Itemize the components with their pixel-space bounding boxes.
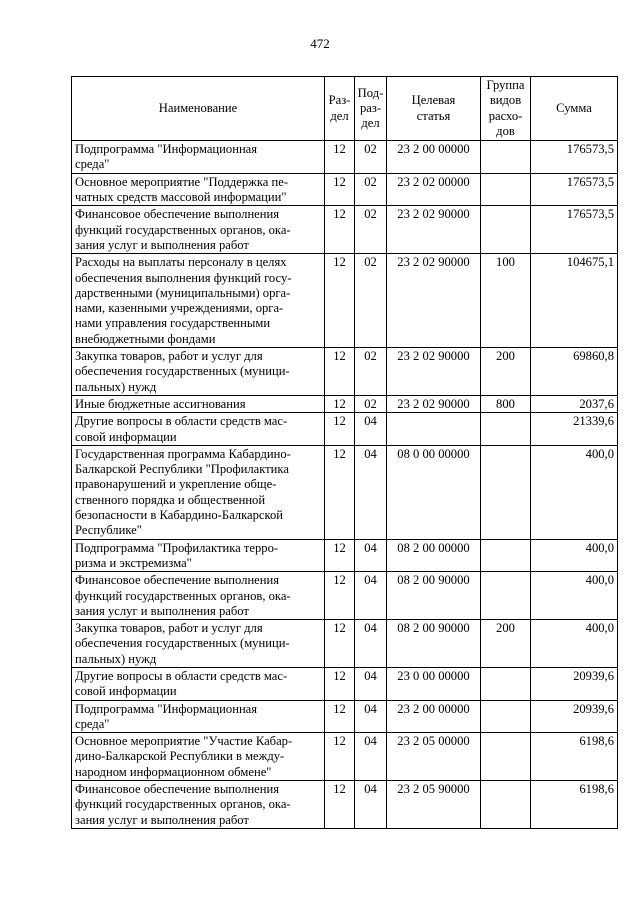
row-article-cell: 23 2 05 00000 <box>387 733 481 781</box>
row-name-cell: Подпрограмма "Информационная среда" <box>72 141 325 174</box>
row-subsection-cell: 02 <box>355 254 387 348</box>
row-name-cell: Финансовое обеспечение выполнения функций государственных органов, ока- зания услуг и выполнения работ <box>72 781 325 829</box>
row-section-cell: 12 <box>325 413 355 446</box>
row-amount-cell: 20939,6 <box>531 667 618 700</box>
row-article-cell: 08 2 00 90000 <box>387 620 481 668</box>
row-group-cell <box>481 539 531 572</box>
row-amount-cell: 104675,1 <box>531 254 618 348</box>
row-amount-cell: 176573,5 <box>531 141 618 174</box>
header-expense-group: Группа видов расхо- дов <box>481 77 531 141</box>
table-row <box>72 700 618 733</box>
header-section: Раз- дел <box>325 77 355 141</box>
row-article-cell: 08 2 00 00000 <box>387 539 481 572</box>
table-row <box>72 572 618 620</box>
row-name-cell: Основное мероприятие "Поддержка пе- чатных средств массовой информации" <box>72 173 325 206</box>
table-row <box>72 348 618 396</box>
row-subsection-cell: 02 <box>355 395 387 412</box>
header-target-article: Целевая статья <box>387 77 481 141</box>
table-body <box>72 141 618 829</box>
table-row <box>72 781 618 829</box>
row-group-cell: 800 <box>481 395 531 412</box>
row-article-cell: 23 2 02 00000 <box>387 173 481 206</box>
page-number: 472 <box>310 36 330 51</box>
row-section-cell: 12 <box>325 141 355 174</box>
row-section-cell: 12 <box>325 348 355 396</box>
row-section-cell: 12 <box>325 700 355 733</box>
row-name-cell: Основное мероприятие "Участие Кабар- дино-Балкарской Республики в между- народном информационном обмене" <box>72 733 325 781</box>
row-amount-cell: 69860,8 <box>531 348 618 396</box>
row-amount-cell: 6198,6 <box>531 781 618 829</box>
row-section-cell: 12 <box>325 620 355 668</box>
row-group-cell <box>481 173 531 206</box>
row-group-cell <box>481 141 531 174</box>
row-group-cell <box>481 667 531 700</box>
row-name-cell: Закупка товаров, работ и услуг для обеспечения государственных (муници- пальных) нужд <box>72 620 325 668</box>
row-subsection-cell: 04 <box>355 445 387 539</box>
row-amount-cell: 400,0 <box>531 445 618 539</box>
row-section-cell: 12 <box>325 781 355 829</box>
table-row <box>72 539 618 572</box>
row-amount-cell: 176573,5 <box>531 173 618 206</box>
row-group-cell <box>481 572 531 620</box>
row-group-cell <box>481 206 531 254</box>
row-name-cell: Закупка товаров, работ и услуг для обеспечения государственных (муници- пальных) нужд <box>72 348 325 396</box>
row-subsection-cell: 04 <box>355 667 387 700</box>
row-article-cell: 23 2 05 90000 <box>387 781 481 829</box>
row-section-cell: 12 <box>325 445 355 539</box>
row-amount-cell: 400,0 <box>531 539 618 572</box>
row-article-cell: 08 2 00 90000 <box>387 572 481 620</box>
row-amount-cell: 6198,6 <box>531 733 618 781</box>
row-section-cell: 12 <box>325 254 355 348</box>
row-name-cell: Подпрограмма "Информационная среда" <box>72 700 325 733</box>
row-section-cell: 12 <box>325 539 355 572</box>
header-subsection: Под- раз- дел <box>355 77 387 141</box>
row-subsection-cell: 02 <box>355 348 387 396</box>
table-row <box>72 667 618 700</box>
row-name-cell: Другие вопросы в области средств мас- совой информации <box>72 413 325 446</box>
row-section-cell: 12 <box>325 173 355 206</box>
table-row <box>72 733 618 781</box>
table-row <box>72 206 618 254</box>
row-subsection-cell: 04 <box>355 539 387 572</box>
row-article-cell: 23 2 00 00000 <box>387 141 481 174</box>
table-row <box>72 413 618 446</box>
row-subsection-cell: 04 <box>355 620 387 668</box>
row-name-cell: Подпрограмма "Профилактика терро- ризма и экстремизма" <box>72 539 325 572</box>
row-subsection-cell: 04 <box>355 700 387 733</box>
row-name-cell: Финансовое обеспечение выполнения функций государственных органов, ока- зания услуг и выполнения работ <box>72 206 325 254</box>
row-group-cell: 200 <box>481 620 531 668</box>
header-name: Наименование <box>72 77 325 141</box>
row-subsection-cell: 02 <box>355 173 387 206</box>
table-row <box>72 254 618 348</box>
row-article-cell: 23 2 02 90000 <box>387 348 481 396</box>
row-amount-cell: 176573,5 <box>531 206 618 254</box>
row-article-cell: 23 0 00 00000 <box>387 667 481 700</box>
row-name-cell: Государственная программа Кабардино- Балкарской Республики "Профилактика правонарушений и укрепление обще- ственного порядка и общественной безопасности в Кабардино-Балкарской Республике" <box>72 445 325 539</box>
row-amount-cell: 21339,6 <box>531 413 618 446</box>
table-header-row <box>72 77 618 141</box>
row-article-cell: 08 0 00 00000 <box>387 445 481 539</box>
row-article-cell: 23 2 02 90000 <box>387 395 481 412</box>
row-amount-cell: 20939,6 <box>531 700 618 733</box>
row-group-cell: 200 <box>481 348 531 396</box>
row-section-cell: 12 <box>325 572 355 620</box>
row-subsection-cell: 04 <box>355 572 387 620</box>
row-subsection-cell: 02 <box>355 206 387 254</box>
row-group-cell: 100 <box>481 254 531 348</box>
row-section-cell: 12 <box>325 395 355 412</box>
row-group-cell <box>481 445 531 539</box>
row-group-cell <box>481 733 531 781</box>
header-amount: Сумма <box>531 77 618 141</box>
row-subsection-cell: 04 <box>355 413 387 446</box>
row-name-cell: Финансовое обеспечение выполнения функций государственных органов, ока- зания услуг и выполнения работ <box>72 572 325 620</box>
row-group-cell <box>481 413 531 446</box>
row-section-cell: 12 <box>325 667 355 700</box>
row-subsection-cell: 04 <box>355 781 387 829</box>
row-section-cell: 12 <box>325 206 355 254</box>
table-row <box>72 173 618 206</box>
row-group-cell <box>481 700 531 733</box>
row-article-cell: 23 2 02 90000 <box>387 206 481 254</box>
row-article-cell: 23 2 00 00000 <box>387 700 481 733</box>
row-group-cell <box>481 781 531 829</box>
row-name-cell: Расходы на выплаты персоналу в целях обеспечения выполнения функций госу- дарственными (муниципальными) орга- нами, казенными учреждениями, орга- нами управления государственными внебюджетными фондами <box>72 254 325 348</box>
row-name-cell: Иные бюджетные ассигнования <box>72 395 325 412</box>
row-article-cell <box>387 413 481 446</box>
table-row <box>72 620 618 668</box>
row-amount-cell: 400,0 <box>531 620 618 668</box>
row-subsection-cell: 02 <box>355 141 387 174</box>
row-name-cell: Другие вопросы в области средств мас- совой информации <box>72 667 325 700</box>
budget-table <box>71 76 618 829</box>
row-amount-cell: 2037,6 <box>531 395 618 412</box>
row-amount-cell: 400,0 <box>531 572 618 620</box>
table-row <box>72 445 618 539</box>
row-section-cell: 12 <box>325 733 355 781</box>
table-row <box>72 141 618 174</box>
row-article-cell: 23 2 02 90000 <box>387 254 481 348</box>
row-subsection-cell: 04 <box>355 733 387 781</box>
table-row <box>72 395 618 412</box>
